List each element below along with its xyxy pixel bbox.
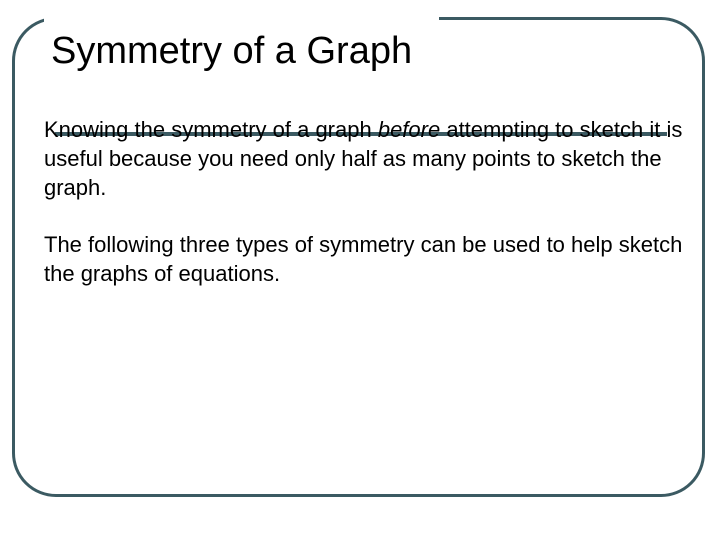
paragraph-text-end: attempting to sketch it is useful because you need only half as many points to sketch the graph. <box>44 117 683 200</box>
paragraph-symmetry-types: The following three types of symmetry can be used to help sketch the graphs of equations. <box>44 232 683 286</box>
slide-title: Symmetry of a Graph <box>51 30 413 72</box>
paragraph-text-start: Knowing the symmetry of a graph <box>44 117 378 142</box>
slide-body <box>44 115 684 316</box>
paragraph-symmetry-usefulness <box>44 115 684 202</box>
title-background <box>44 10 439 24</box>
emphasized-word: before <box>377 117 441 142</box>
